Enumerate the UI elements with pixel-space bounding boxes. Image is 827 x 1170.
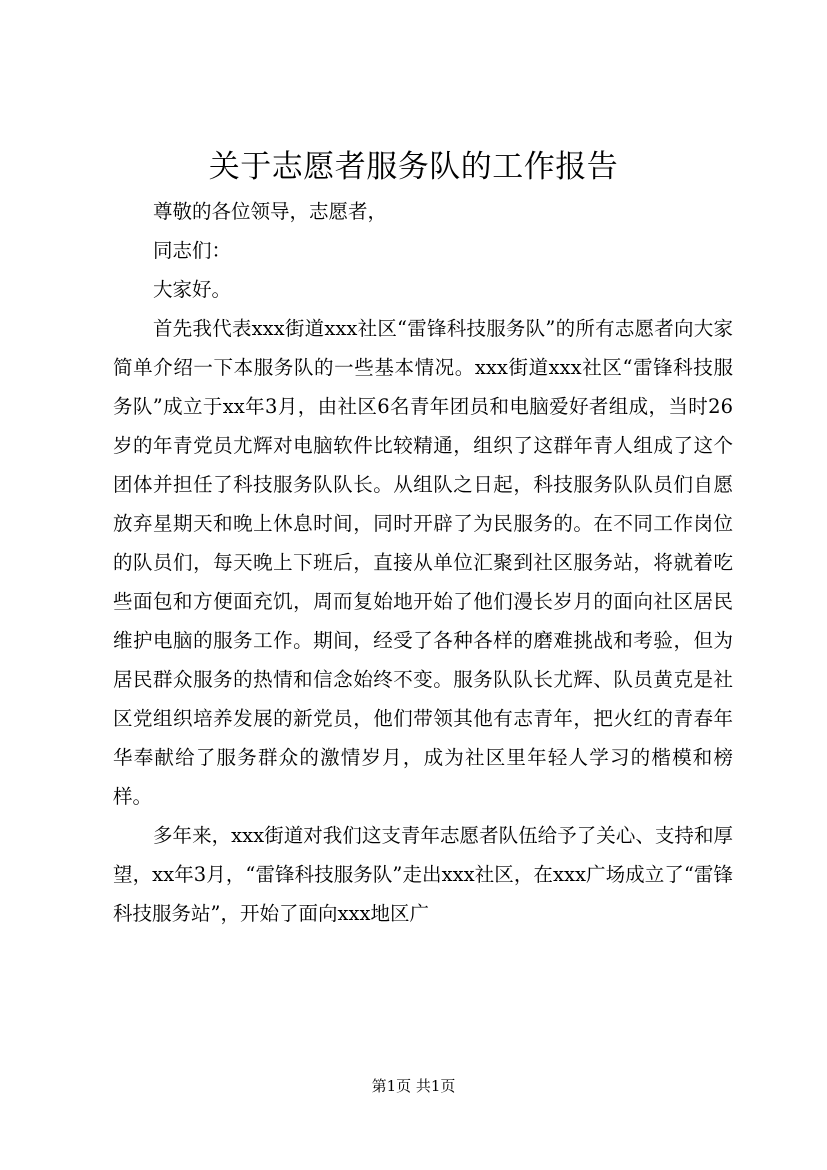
greeting-paragraph: 大家好。 [153, 278, 232, 301]
salutation-line-2: 同志们： [153, 239, 232, 262]
salutation-line-1: 尊敬的各位领导，志愿者， [153, 200, 388, 223]
page-number-footer: 第1页 共1页 [371, 1077, 456, 1095]
body-paragraph-2: 多年来，xxx街道对我们这支青年志愿者队伍给予了关心、支持和厚望，xx年3月，“雷锋科技服务队”走出xxx社区，在xxx广场成立了“雷锋科技服务站”，开始了面向xxx地区广 [113, 824, 733, 925]
body-paragraph-1: 首先我代表xxx街道xxx社区“雷锋科技服务队”的所有志愿者向大家简单介绍一下本服务队的一些基本情况。xxx街道xxx社区“雷锋科技服务队”成立于xx年3月，由社区6名青年团员和电脑爱好者组成，当时26岁的年青党员尤辉对电脑软件比较精通，组织了这群年青人组成了这个团体并担任了科技服务队队长。从组队之日起，科技服务队队员们自愿放弃星期天和晚上休息时间，同时开辟了为民服务的。在不同工作岗位的队员们，每天晚上下班后，直接从单位汇聚到社区服务站，将就着吃些面包和方便面充饥，周而复始地开始了他们漫长岁月的面向社区居民维护电脑的服务工作。期间，经受了各种各样的磨难挑战和考验，但为居民群众服务的热情和信念始终不变。服务队队长尤辉、队员黄克是社区党组织培养发展的新党员，他们带领其他有志青年，把火红的青春年华奉献给了服务群众的激情岁月，成为社区里年轻人学习的楷模和榜样。 [113, 317, 733, 808]
document-title: 关于志愿者服务队的工作报告 [208, 149, 619, 185]
document-body [113, 192, 733, 933]
